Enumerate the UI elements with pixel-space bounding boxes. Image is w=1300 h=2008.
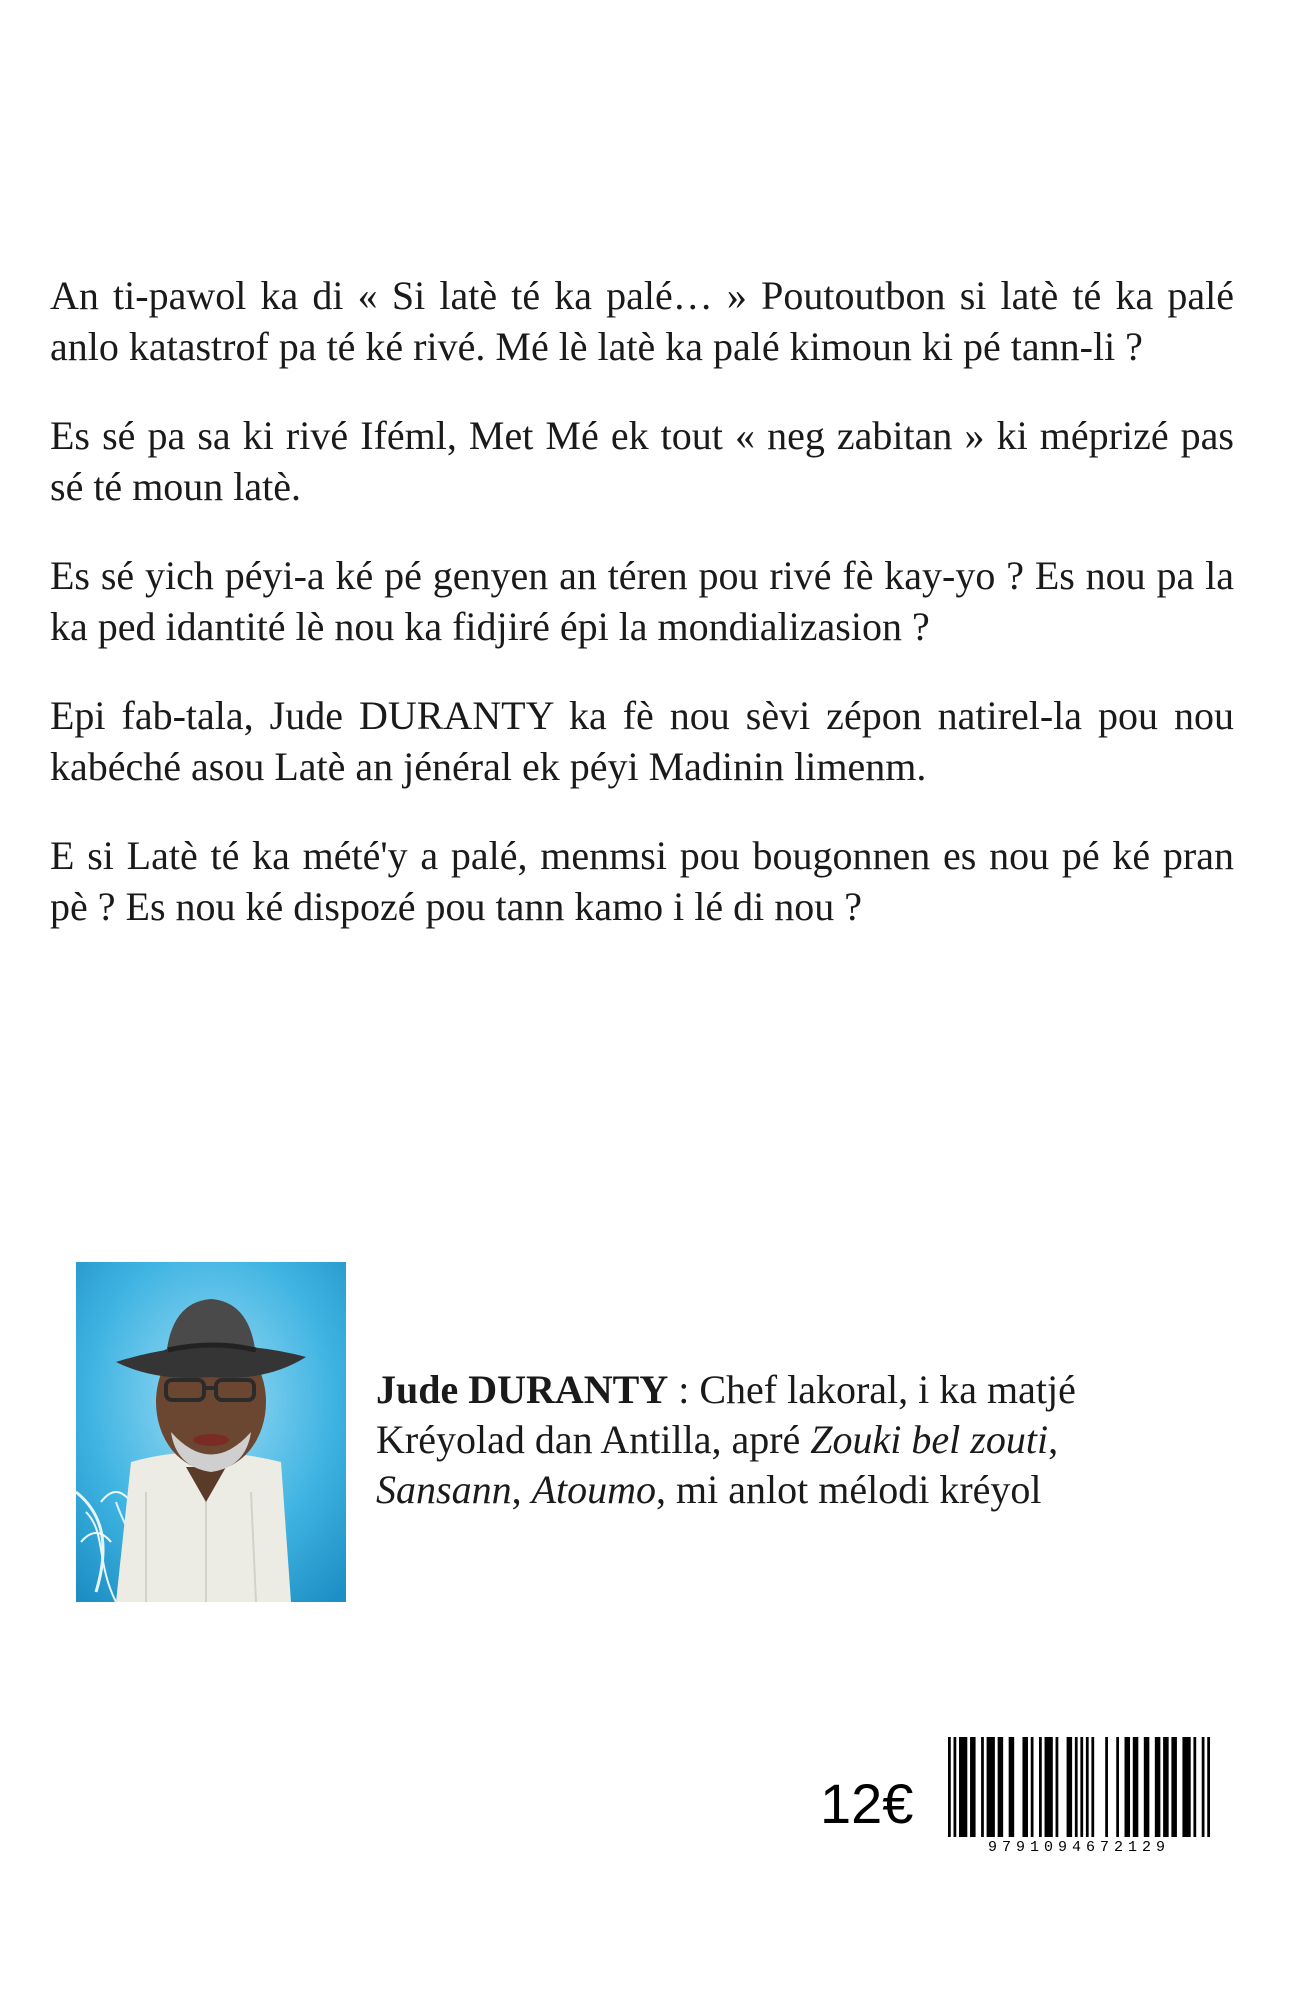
barcode-bar	[1207, 1737, 1210, 1837]
barcode-bar	[1163, 1737, 1169, 1837]
barcode-bar	[998, 1737, 1004, 1837]
barcode-bar	[1202, 1737, 1205, 1837]
barcode-bar	[1067, 1737, 1073, 1837]
blurb-paragraph-5: E si Latè té ka mété'y a palé, menmsi pou bougonnen es nou pé ké pran pè ? Es nou ké dispozé pou tann kamo i lé di nou ?	[50, 833, 1234, 929]
barcode-bar	[1031, 1737, 1034, 1837]
barcode-number: 9791094672129	[987, 1839, 1171, 1856]
barcode-bar	[1105, 1737, 1108, 1837]
barcode-bar	[970, 1737, 976, 1837]
blurb-paragraph-2: Es sé pa sa ki rivé Iféml, Met Mé ek tout « neg zabitan » ki méprizé pas sé té moun latè.	[50, 413, 1234, 509]
barcode-bar	[1075, 1737, 1078, 1837]
barcode-bar	[1039, 1737, 1042, 1837]
barcode-bar	[1155, 1737, 1161, 1837]
book-title: Atoumo	[531, 1467, 657, 1512]
blurb-paragraph-4: Epi fab-tala, Jude DURANTY ka fè nou sèvi zépon natirel-la pou nou kabéché asou Latè an jénéral ek péyi Madinin limenm.	[50, 693, 1234, 789]
barcode-bar	[1193, 1737, 1196, 1837]
barcode-bar	[1080, 1737, 1083, 1837]
author-photo	[76, 1262, 346, 1602]
barcode-bar	[959, 1737, 967, 1837]
isbn-barcode	[948, 1737, 1210, 1856]
barcode-bar	[948, 1737, 951, 1837]
bio-separator: ,	[511, 1467, 532, 1512]
barcode-bar	[1086, 1737, 1089, 1837]
blurb-paragraph-1: An ti-pawol ka di « Si latè té ka palé… » Poutoutbon si latè té ka palé anlo katastrof pa té ké rivé. Mé lè latè ka palé kimoun ki pé tann-li ?	[50, 273, 1234, 369]
barcode-bar	[1091, 1737, 1094, 1837]
barcode-bar	[1009, 1737, 1015, 1837]
barcode-bar	[1171, 1737, 1177, 1837]
barcode-bar	[981, 1737, 984, 1837]
barcode-bar	[1125, 1737, 1131, 1837]
author-bio	[376, 1365, 1176, 1515]
barcode-bars	[948, 1737, 1210, 1837]
book-title: Zouki bel zouti	[810, 1417, 1049, 1462]
barcode-bar	[954, 1737, 957, 1837]
blurb-paragraph-3: Es sé yich péyi-a ké pé genyen an téren pou rivé fè kay-yo ? Es nou pa la ka ped idantité lè nou ka fidjiré épi la mondializasion ?	[50, 553, 1234, 649]
price-label: 12€	[820, 1772, 914, 1835]
barcode-bar	[1182, 1737, 1190, 1837]
bio-text: : Chef lakoral, i ka matjé Kréyolad dan Antilla, apré	[376, 1367, 1076, 1462]
book-title: Sansann	[376, 1467, 512, 1512]
barcode-bar	[1056, 1737, 1059, 1837]
bio-text: , mi anlot mélodi kréyol	[656, 1467, 1042, 1512]
barcode-bar	[1133, 1737, 1139, 1837]
barcode-bar	[987, 1737, 995, 1837]
barcode-bar	[1022, 1737, 1028, 1837]
barcode-bar	[1045, 1737, 1053, 1837]
back-cover-blurb	[50, 270, 1234, 970]
author-name: Jude DURANTY	[376, 1367, 669, 1412]
barcode-bar	[1144, 1737, 1150, 1837]
barcode-bar	[1116, 1737, 1119, 1837]
bio-separator: ,	[1048, 1417, 1059, 1462]
